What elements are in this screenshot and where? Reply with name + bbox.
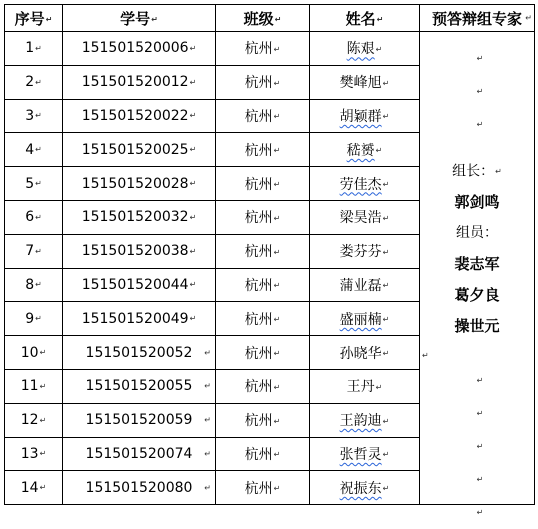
row-index: 3 bbox=[25, 107, 35, 124]
student-id: 151501520025 bbox=[81, 141, 189, 158]
paragraph-mark-icon: ↵ bbox=[35, 280, 42, 290]
row-index: 14 bbox=[20, 479, 39, 496]
panel-empty-lines-bottom bbox=[420, 364, 534, 529]
student-name: 蒲业磊 bbox=[339, 277, 382, 294]
paragraph-mark-icon: ↵ bbox=[273, 484, 281, 494]
class-cell bbox=[216, 99, 310, 133]
student-name: 王韵迪 bbox=[339, 413, 382, 430]
class-cell bbox=[216, 234, 310, 268]
student-name: 祝振东 bbox=[339, 480, 382, 497]
panel-members bbox=[420, 156, 534, 342]
student-id-cell bbox=[63, 437, 216, 471]
paragraph-mark-icon: ↵ bbox=[35, 314, 42, 324]
paragraph-mark-icon: ↵ bbox=[476, 475, 484, 484]
student-id: 151501520059 bbox=[85, 412, 193, 429]
paragraph-mark-icon: ↵ bbox=[151, 14, 158, 24]
paragraph-mark-icon: ↵ bbox=[39, 449, 47, 459]
header-index-label: 序号 bbox=[14, 9, 45, 28]
paragraph-mark-icon: ↵ bbox=[35, 179, 42, 189]
class-cell bbox=[216, 32, 310, 66]
row-index-cell bbox=[5, 336, 63, 370]
class-cell bbox=[216, 268, 310, 302]
row-index-cell bbox=[5, 32, 63, 66]
header-name bbox=[310, 5, 420, 32]
paragraph-mark-icon: ↵ bbox=[35, 145, 42, 155]
paragraph-mark-icon: ↵ bbox=[273, 416, 281, 426]
row-index: 12 bbox=[20, 412, 39, 429]
members-label: 组员： bbox=[456, 225, 498, 241]
student-name-cell bbox=[310, 336, 420, 370]
paragraph-mark-icon: ↵ bbox=[422, 351, 429, 360]
row-index-cell bbox=[5, 167, 63, 201]
paragraph-mark-icon: ↵ bbox=[39, 483, 47, 493]
student-name-cell bbox=[310, 32, 420, 66]
paragraph-mark-icon: ↵ bbox=[495, 167, 502, 176]
class-cell bbox=[216, 336, 310, 370]
student-id: 151501520032 bbox=[81, 209, 189, 226]
paragraph-mark-icon: ↵ bbox=[382, 484, 390, 494]
leader-name: 郭剑鸣 bbox=[454, 193, 500, 211]
header-panel bbox=[420, 5, 535, 32]
student-id: 151501520028 bbox=[81, 175, 189, 192]
class-name: 杭州 bbox=[244, 379, 273, 396]
student-id: 151501520006 bbox=[81, 40, 189, 57]
student-name: 嵇赟 bbox=[346, 142, 375, 159]
student-name: 胡颖群 bbox=[339, 108, 382, 125]
student-name: 盛丽楠 bbox=[339, 311, 382, 328]
paragraph-mark-icon: ↵ bbox=[375, 44, 383, 54]
student-id-cell bbox=[63, 336, 216, 370]
student-name: 张哲灵 bbox=[339, 446, 382, 463]
row-index-cell bbox=[5, 268, 63, 302]
paragraph-mark-icon: ↵ bbox=[35, 111, 42, 121]
student-name-cell bbox=[310, 268, 420, 302]
paragraph-mark-icon: ↵ bbox=[273, 382, 281, 392]
student-id-cell bbox=[63, 234, 216, 268]
paragraph-mark-icon: ↵ bbox=[382, 450, 390, 460]
student-id-cell bbox=[63, 302, 216, 336]
row-index: 7 bbox=[25, 243, 35, 260]
paragraph-mark-icon: ↵ bbox=[273, 247, 281, 257]
defense-panel-table bbox=[4, 4, 535, 517]
paragraph-mark-icon: ↵ bbox=[204, 449, 211, 459]
paragraph-mark-icon: ↵ bbox=[375, 382, 383, 392]
class-cell bbox=[216, 403, 310, 437]
student-name-cell bbox=[310, 302, 420, 336]
paragraph-mark-icon: ↵ bbox=[273, 450, 281, 460]
student-id: 151501520044 bbox=[81, 276, 189, 293]
class-name: 杭州 bbox=[244, 446, 273, 463]
paragraph-mark-icon: ↵ bbox=[273, 180, 281, 190]
class-name: 杭州 bbox=[244, 75, 273, 92]
row-index-cell bbox=[5, 437, 63, 471]
paragraph-mark-icon: ↵ bbox=[476, 442, 484, 451]
paragraph-mark-icon: ↵ bbox=[382, 78, 390, 88]
paragraph-mark-icon: ↵ bbox=[39, 381, 47, 391]
paragraph-mark-icon: ↵ bbox=[35, 212, 42, 222]
student-name: 陈艰 bbox=[346, 41, 375, 58]
paragraph-mark-icon: ↵ bbox=[382, 416, 390, 426]
paragraph-mark-icon: ↵ bbox=[189, 212, 197, 222]
paragraph-mark-icon: ↵ bbox=[476, 54, 484, 63]
row-index: 1 bbox=[25, 40, 35, 57]
student-id-cell bbox=[63, 167, 216, 201]
paragraph-mark-icon: ↵ bbox=[476, 120, 484, 129]
paragraph-mark-icon: ↵ bbox=[382, 213, 390, 223]
paragraph-mark-icon: ↵ bbox=[476, 409, 484, 418]
panel-experts-cell bbox=[420, 32, 535, 517]
student-id: 151501520012 bbox=[81, 74, 189, 91]
student-name-cell bbox=[310, 437, 420, 471]
paragraph-mark-icon: ↵ bbox=[189, 280, 197, 290]
paragraph-mark-icon: ↵ bbox=[189, 246, 197, 256]
row-index-cell bbox=[5, 65, 63, 99]
paragraph-mark-icon: ↵ bbox=[376, 14, 384, 24]
student-id-cell bbox=[63, 268, 216, 302]
paragraph-mark-icon: ↵ bbox=[189, 179, 197, 189]
class-name: 杭州 bbox=[244, 176, 273, 193]
student-id-cell bbox=[63, 403, 216, 437]
paragraph-mark-icon: ↵ bbox=[273, 44, 281, 54]
class-cell bbox=[216, 302, 310, 336]
class-name: 杭州 bbox=[244, 41, 273, 58]
student-id-cell bbox=[63, 65, 216, 99]
member-name: 葛夕良 bbox=[454, 286, 500, 304]
student-name: 劳佳杰 bbox=[339, 176, 382, 193]
paragraph-mark-icon: ↵ bbox=[204, 415, 211, 425]
paragraph-mark-icon: ↵ bbox=[382, 247, 390, 257]
paragraph-mark-icon: ↵ bbox=[189, 111, 197, 121]
paragraph-mark-icon: ↵ bbox=[273, 281, 281, 291]
row-index: 8 bbox=[25, 276, 35, 293]
student-id: 151501520080 bbox=[85, 479, 193, 496]
paragraph-mark-icon: ↵ bbox=[39, 415, 47, 425]
paragraph-mark-icon: ↵ bbox=[273, 213, 281, 223]
header-class-label: 班级 bbox=[243, 9, 274, 28]
row-index: 5 bbox=[25, 175, 35, 192]
class-cell bbox=[216, 369, 310, 403]
paragraph-mark-icon: ↵ bbox=[382, 112, 390, 122]
paragraph-mark-icon: ↵ bbox=[273, 349, 281, 359]
student-id: 151501520038 bbox=[81, 243, 189, 260]
paragraph-mark-icon: ↵ bbox=[189, 314, 197, 324]
student-name: 樊峰旭 bbox=[339, 75, 382, 92]
class-name: 杭州 bbox=[244, 345, 273, 362]
panel-empty-lines-top bbox=[420, 42, 534, 141]
panel-experts bbox=[420, 32, 534, 517]
class-name: 杭州 bbox=[244, 413, 273, 430]
header-row bbox=[5, 5, 535, 32]
header-student-id bbox=[63, 5, 216, 32]
student-id-cell bbox=[63, 369, 216, 403]
paragraph-mark-icon: ↵ bbox=[189, 77, 197, 87]
paragraph-mark-icon: ↵ bbox=[35, 43, 42, 53]
paragraph-mark-icon: ↵ bbox=[204, 483, 211, 493]
student-id-cell bbox=[63, 99, 216, 133]
paragraph-mark-icon: ↵ bbox=[382, 281, 390, 291]
student-name-cell bbox=[310, 99, 420, 133]
row-index: 6 bbox=[25, 209, 35, 226]
paragraph-mark-icon: ↵ bbox=[39, 348, 47, 358]
class-name: 杭州 bbox=[244, 311, 273, 328]
student-name-cell bbox=[310, 167, 420, 201]
row-index-cell bbox=[5, 234, 63, 268]
paragraph-mark-icon: ↵ bbox=[204, 381, 211, 391]
student-name-cell bbox=[310, 133, 420, 167]
class-name: 杭州 bbox=[244, 277, 273, 294]
student-id: 151501520055 bbox=[85, 378, 193, 395]
paragraph-mark-icon: ↵ bbox=[273, 315, 281, 325]
paragraph-mark-icon: ↵ bbox=[273, 78, 281, 88]
class-cell bbox=[216, 167, 310, 201]
class-cell bbox=[216, 133, 310, 167]
paragraph-mark-icon: ↵ bbox=[274, 14, 282, 24]
class-name: 杭州 bbox=[244, 210, 273, 227]
paragraph-mark-icon: ↵ bbox=[204, 348, 211, 358]
paragraph-mark-icon: ↵ bbox=[375, 146, 383, 156]
class-cell bbox=[216, 200, 310, 234]
paragraph-mark-icon: ↵ bbox=[189, 145, 197, 155]
paragraph-mark-icon: ↵ bbox=[382, 315, 390, 325]
header-class bbox=[216, 5, 310, 32]
header-index bbox=[5, 5, 63, 32]
table-row bbox=[5, 32, 535, 66]
leader-label: 组长： bbox=[452, 163, 495, 180]
student-id-cell bbox=[63, 471, 216, 505]
student-name-cell bbox=[310, 234, 420, 268]
row-index: 10 bbox=[20, 344, 39, 361]
paragraph-mark-icon: ↵ bbox=[35, 246, 42, 256]
member-name: 裴志军 bbox=[454, 255, 500, 273]
student-name: 娄芬芬 bbox=[339, 244, 382, 261]
row-index: 13 bbox=[20, 445, 39, 462]
student-name: 王丹 bbox=[346, 379, 375, 396]
student-name: 梁昊浩 bbox=[339, 210, 382, 227]
paragraph-mark-icon: ↵ bbox=[35, 77, 42, 87]
row-index-cell bbox=[5, 99, 63, 133]
paragraph-mark-icon: ↵ bbox=[189, 43, 197, 53]
student-name-cell bbox=[310, 65, 420, 99]
member-name: 操世元 bbox=[454, 317, 500, 335]
student-id-cell bbox=[63, 200, 216, 234]
paragraph-mark-icon: ↵ bbox=[525, 13, 532, 23]
student-name-cell bbox=[310, 369, 420, 403]
class-name: 杭州 bbox=[244, 480, 273, 497]
paragraph-mark-icon: ↵ bbox=[476, 508, 484, 517]
class-name: 杭州 bbox=[244, 244, 273, 261]
paragraph-mark-icon: ↵ bbox=[382, 349, 390, 359]
student-id-cell bbox=[63, 32, 216, 66]
header-student-id-label: 学号 bbox=[120, 9, 151, 28]
row-index: 2 bbox=[25, 74, 35, 91]
student-id: 151501520049 bbox=[81, 310, 189, 327]
leader-label-line bbox=[420, 156, 534, 187]
paragraph-mark-icon: ↵ bbox=[476, 376, 484, 385]
paragraph-mark-icon: ↵ bbox=[476, 87, 484, 96]
class-cell bbox=[216, 471, 310, 505]
row-index-cell bbox=[5, 471, 63, 505]
row-index-cell bbox=[5, 133, 63, 167]
student-name: 孙晓华 bbox=[339, 345, 382, 362]
student-id: 151501520074 bbox=[85, 445, 193, 462]
paragraph-mark-icon: ↵ bbox=[382, 180, 390, 190]
header-name-label: 姓名 bbox=[345, 9, 376, 28]
row-index-cell bbox=[5, 403, 63, 437]
row-index-cell bbox=[5, 302, 63, 336]
row-index: 9 bbox=[25, 310, 35, 327]
class-name: 杭州 bbox=[244, 108, 273, 125]
roster-body bbox=[5, 32, 535, 517]
student-id-cell bbox=[63, 133, 216, 167]
row-index-cell bbox=[5, 369, 63, 403]
row-index-cell bbox=[5, 200, 63, 234]
student-id: 151501520022 bbox=[81, 107, 189, 124]
student-id: 151501520052 bbox=[85, 344, 193, 361]
student-name-cell bbox=[310, 403, 420, 437]
paragraph-mark-icon: ↵ bbox=[45, 14, 53, 24]
row-index: 4 bbox=[25, 141, 35, 158]
student-name-cell bbox=[310, 200, 420, 234]
class-cell bbox=[216, 437, 310, 471]
class-name: 杭州 bbox=[244, 142, 273, 159]
row-index: 11 bbox=[20, 378, 39, 395]
paragraph-mark-icon: ↵ bbox=[273, 112, 281, 122]
student-name-cell bbox=[310, 471, 420, 505]
class-cell bbox=[216, 65, 310, 99]
paragraph-mark-icon: ↵ bbox=[273, 146, 281, 156]
header-panel-label: 预答辩组专家 bbox=[431, 9, 522, 28]
